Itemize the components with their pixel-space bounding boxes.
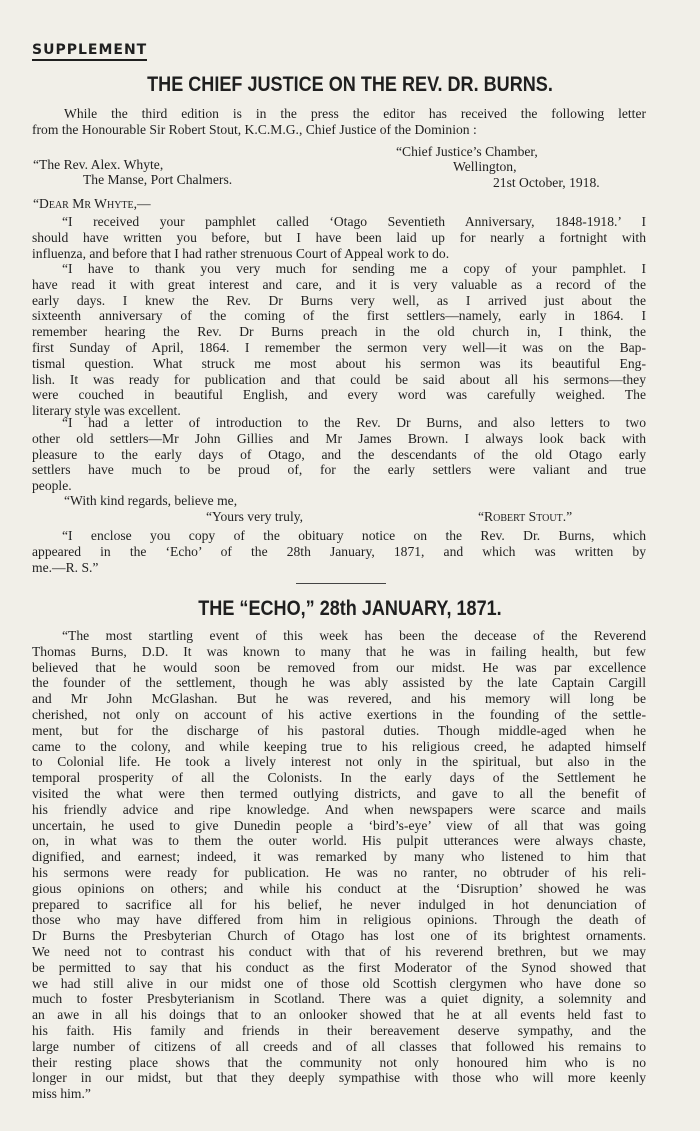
text-line: influenza, and before that I had rather strenuous Court of Appeal work to do. xyxy=(32,245,450,261)
intro-line: While the third edition is in the press the editor has received the following letter xyxy=(64,106,646,121)
text-line: “I have to thank you very much for sending me a copy of your pamphlet. I xyxy=(62,261,646,276)
intro-line: from the Honourable Sir Robert Stout, K.C.M.G., Chief Justice of the Dominion : xyxy=(32,121,477,137)
text-line: should have written you before, but I have been laid up for nearly a fortnight with xyxy=(32,229,646,245)
text-line: the founder of the settlement, though he was ably assisted by the late Captain Cargill xyxy=(32,675,646,691)
text-line: literary style was excellent. xyxy=(32,403,181,419)
postscript-paragraph xyxy=(32,528,646,575)
closing-regards: “With kind regards, believe me, xyxy=(64,493,238,508)
text-line: came to the colony, and while keeping true to his religious creed, he adapted himself xyxy=(32,738,646,754)
text-line: cherished, not only on account of his active exertions in the founding of the settle- xyxy=(32,706,646,722)
closing-yours: “Yours very truly, xyxy=(206,509,304,524)
text-line: prepared to sacrifice all for his belief, he never indulged in hot denunciation of xyxy=(32,896,646,912)
text-line: “I had a letter of introduction to the Rev. Dr Burns, and also letters to two xyxy=(62,415,646,430)
letter-paragraph xyxy=(32,214,646,261)
heading-echo: THE “ECHO,” 28th JANUARY, 1871. xyxy=(198,597,502,620)
letter-paragraph xyxy=(32,415,646,494)
text-line: large number of citizens of all creeds and of all classes that followed his remains to xyxy=(32,1038,646,1054)
text-line: early days. I knew the Rev. Dr Burns very well, as I arrived just about the xyxy=(32,292,646,308)
text-line: first Sunday of April, 1864. I remember the sermon very well—it was on the Bap- xyxy=(32,339,646,355)
text-line: those who may have differed from him in religious opinions. Through the death of xyxy=(32,912,646,928)
text-line: believed that he would soon be removed from our midst. He was par excellence xyxy=(32,659,646,675)
text-line: have read it with great interest and care, and it is very valuable as a record of the xyxy=(32,276,646,292)
text-line: and Mr John McGlashan. But he was revered, and his memory will long be xyxy=(32,691,646,707)
text-line: tismal question. What struck me most about his sermon was its beautiful Eng- xyxy=(32,355,646,371)
text-line: people. xyxy=(32,478,72,494)
text-line: sixteenth anniversary of the coming of the first settlers—namely, early in 1864. I xyxy=(32,308,646,324)
text-line: be permitted to say that his conduct as the first Moderator of the Synod showed that xyxy=(32,959,646,975)
letter-date: 21st October, 1918. xyxy=(493,175,600,190)
closing-signature: “Robert Stout.” xyxy=(478,509,573,524)
text-line: pleasure to the early days of Otago, and the descendants of the old Otago early xyxy=(32,446,646,462)
letter-city: Wellington, xyxy=(453,159,517,174)
salutation: “Dear Mr Whyte,— xyxy=(33,196,151,211)
text-line: his sermons were ready for publication. He was no ranter, no obtruder of his reli- xyxy=(32,864,646,880)
letter-addressee: “The Rev. Alex. Whyte, xyxy=(33,157,164,172)
text-line: Dr Burns the Presbyterian Church of Otago has lost one of its brightest ornaments. xyxy=(32,928,646,944)
intro-paragraph xyxy=(32,106,646,138)
supplement-label: SUPPLEMENT xyxy=(32,42,147,61)
letter-paragraph xyxy=(32,261,646,419)
text-line: gious opinions on others; and while his conduct at the ‘Disruption’ showed he was xyxy=(32,880,646,896)
letter-manse: The Manse, Port Chalmers. xyxy=(83,172,233,187)
section-divider xyxy=(296,583,386,584)
text-line: on, in what was to them the outer world. His pulpit utterances were always chaste, xyxy=(32,833,646,849)
text-line: miss him.” xyxy=(32,1086,91,1102)
text-line: remember hearing the Rev. Dr Burns preach in the old church in, I think, the xyxy=(32,324,646,340)
text-line: “The most startling event of this week has been the decease of the Reverend xyxy=(62,628,646,643)
letter-chambers: “Chief Justice’s Chamber, xyxy=(396,144,538,159)
text-line: their resting place shows that the community not only honoured him who is no xyxy=(32,1054,646,1070)
text-line: temporal prosperity of all the Colonists. In the early days of the Settlement he xyxy=(32,770,646,786)
text-line: “I received your pamphlet called ‘Otago Seventieth Anniversary, 1848-1918.’ I xyxy=(62,214,646,229)
text-line: dignified, and earnest; indeed, it was remarked by many who listened to him that xyxy=(32,849,646,865)
text-line: uncertain, he used to give Dunedin people a ‘bird’s-eye’ view of all that was going xyxy=(32,817,646,833)
text-line: settlers have much to be proud of, for the early settlers were valiant and true xyxy=(32,462,646,478)
text-line: an awe in all his doings that to an onlooker showed that he at all events held fast to xyxy=(32,1007,646,1023)
text-line: We need not to contrast his conduct with that of his reverend brethren, but we may xyxy=(32,943,646,959)
text-line: other old settlers—Mr John Gillies and Mr James Brown. I always look back with xyxy=(32,430,646,446)
text-line: to Colonial life. He took a lively interest not only in the spiritual, but also in the xyxy=(32,754,646,770)
text-line: much to foster Presbyterianism in Scotland. There was a quiet dignity, a solemnity and xyxy=(32,991,646,1007)
echo-article xyxy=(32,628,646,1102)
text-line: we had still alive in our midst one of those old Scottish clergymen who have done so xyxy=(32,975,646,991)
text-line: lish. It was ready for publication and that could be said about all his sermons—they xyxy=(32,371,646,387)
text-line: longer in our midst, but that they deeply sympathise with those who will more keenly xyxy=(32,1070,646,1086)
heading-chief-justice: THE CHIEF JUSTICE ON THE REV. DR. BURNS. xyxy=(147,73,553,96)
text-line: Thomas Burns, D.D. It was known to many that he was in failing health, but few xyxy=(32,643,646,659)
text-line: his faith. His family and friends in their bereavement deserve sympathy, and the xyxy=(32,1022,646,1038)
text-line: ment, but for the discharge of his pastoral duties. Though middle-aged when he xyxy=(32,722,646,738)
text-line: me.—R. S.” xyxy=(32,559,99,575)
text-line: visited the what were then termed outlying districts, and gave to all the benefit of xyxy=(32,785,646,801)
text-line: “I enclose you copy of the obituary notice on the Rev. Dr. Burns, which xyxy=(62,528,646,543)
text-line: appeared in the ‘Echo’ of the 28th January, 1871, and which was written by xyxy=(32,543,646,559)
text-line: his friendly advice and ripe knowledge. And when newspapers were scarce and mails xyxy=(32,801,646,817)
text-line: were couched in beautiful English, and every word was carefully weighed. The xyxy=(32,387,646,403)
